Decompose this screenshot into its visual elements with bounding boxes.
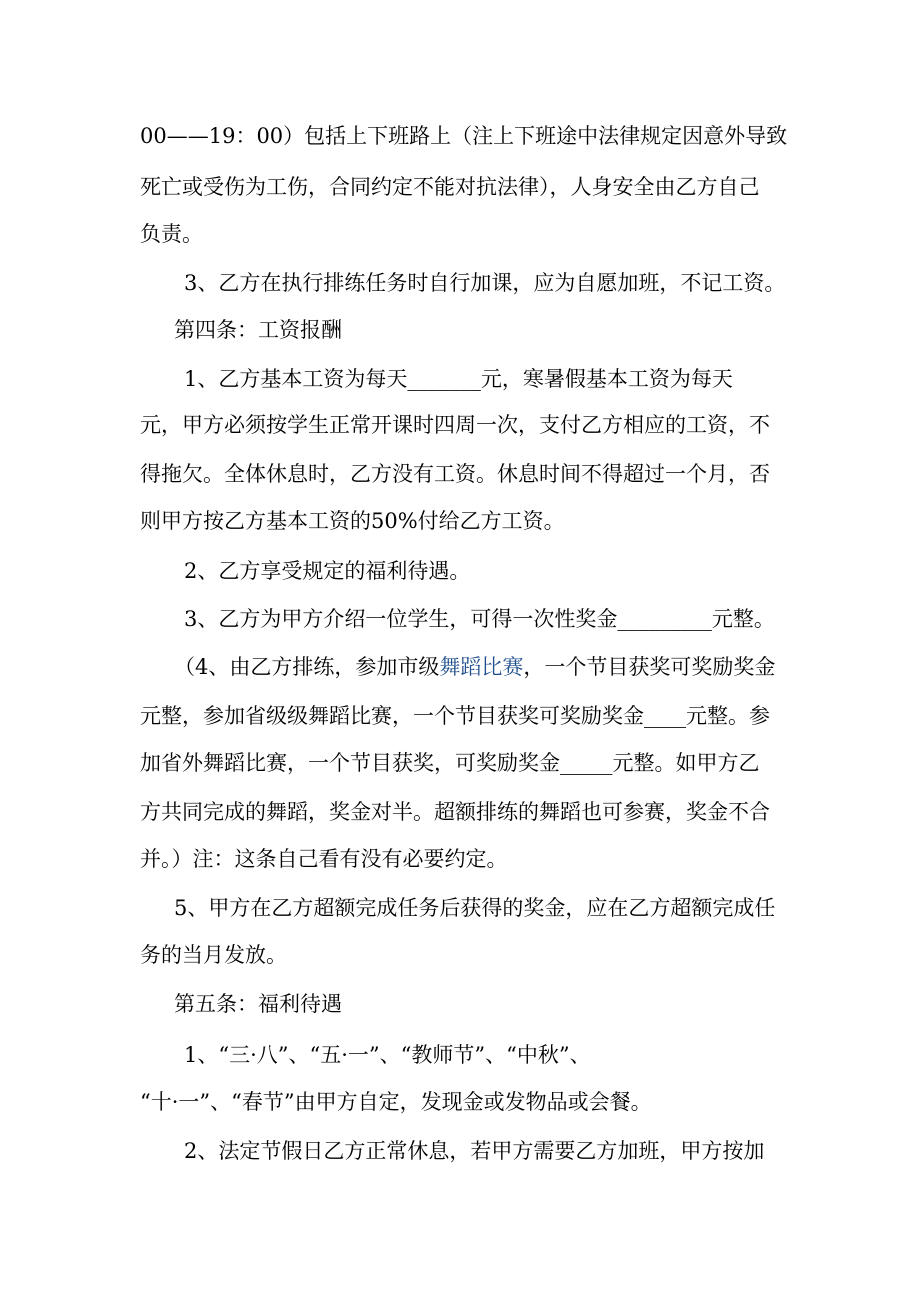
paragraph-line (184, 604, 775, 634)
paragraph-line (140, 701, 770, 731)
paragraph-line (140, 748, 760, 778)
line-text: 元，甲方必须按学生正常开课时四周一次，支付乙方相应的工资，不 (140, 413, 770, 437)
paragraph-line (184, 556, 470, 586)
paragraph-line (140, 172, 780, 202)
line-text: 元整，参加省级级舞蹈比赛，一个节目获奖可奖励奖金____元整。参 (140, 704, 770, 728)
line-text: 3、乙方为甲方介绍一位学生，可得一次性奖金_________元整。 (184, 607, 775, 631)
line-text: 00——19：00）包括上下班路上（注上下班途中法律规定因意外导致 (140, 124, 788, 148)
line-text: 并。）注：这条自己看有没有必要约定。 (140, 847, 508, 871)
line-text: ，一个节目获奖可奖励奖金 (523, 655, 776, 679)
paragraph-line (184, 268, 785, 298)
line-text: 1、“三·八”、“五·一”、“教师节”、“中秋”、 (184, 1043, 591, 1067)
paragraph-line (140, 1087, 652, 1117)
dance-competition-link[interactable]: 舞蹈比赛 (439, 655, 524, 679)
line-text: 2、乙方享受规定的福利待遇。 (184, 559, 471, 583)
line-text: 5、甲方在乙方超额完成任务后获得的奖金，应在乙方超额完成任 (174, 896, 776, 920)
line-text: 则甲方按乙方基本工资的50%付给乙方工资。 (140, 509, 565, 533)
paragraph-line (174, 652, 775, 682)
line-text: 方共同完成的舞蹈，奖金对半。超额排练的舞蹈也可参赛，奖金不合 (140, 800, 770, 824)
paragraph-line (140, 219, 203, 249)
line-text: 3、乙方在执行排练任务时自行加课，应为自愿加班，不记工资。 (184, 271, 786, 295)
paragraph-line (184, 1136, 764, 1166)
paragraph-line (140, 459, 770, 489)
heading-text: 第五条：福利待遇 (174, 992, 342, 1016)
line-text: 1、乙方基本工资为每天_______元，寒暑假基本工资为每天 (184, 367, 733, 391)
section-heading (174, 315, 342, 345)
paragraph-line (140, 410, 770, 440)
paragraph-line (140, 797, 770, 827)
paragraph-line (184, 1040, 591, 1070)
line-text: 负责。 (140, 222, 203, 246)
paragraph-line (140, 121, 788, 151)
paragraph-line (174, 893, 775, 923)
heading-text: 第四条：工资报酬 (174, 318, 342, 342)
line-text: 死亡或受伤为工伤，合同约定不能对抗法律），人身安全由乙方自己 (140, 175, 760, 199)
line-text: （4、由乙方排练，参加市级 (174, 655, 440, 679)
paragraph-line (140, 506, 565, 536)
line-text: 2、法定节假日乙方正常休息，若甲方需要乙方加班，甲方按加 (184, 1139, 765, 1163)
line-text: 加省外舞蹈比赛，一个节目获奖，可奖励奖金_____元整。如甲方乙 (140, 751, 760, 775)
line-text: 得拖欠。全体休息时，乙方没有工资。休息时间不得超过一个月，否 (140, 462, 770, 486)
line-text: “十·一”、“春节”由甲方自定，发现金或发物品或会餐。 (140, 1090, 652, 1114)
paragraph-line (184, 364, 733, 394)
paragraph-line (140, 940, 287, 970)
paragraph-line (140, 844, 508, 874)
line-text: 务的当月发放。 (140, 943, 287, 967)
section-heading (174, 989, 342, 1019)
